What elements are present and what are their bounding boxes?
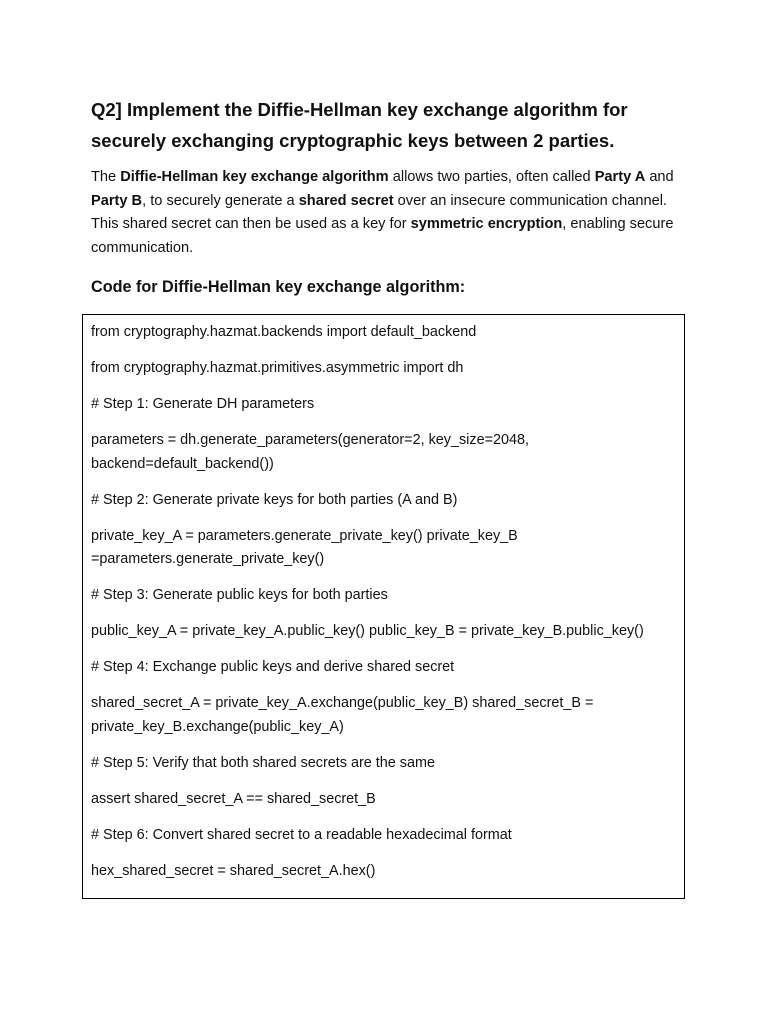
intro-bold-term: Party B xyxy=(91,192,143,209)
code-box xyxy=(82,314,685,899)
code-heading: Code for Diffie-Hellman key exchange algorithm: xyxy=(91,278,466,296)
intro-bold-term: Diffie-Hellman key exchange algorithm xyxy=(120,169,389,185)
code-comment-line: # Step 1: Generate DH parameters xyxy=(91,396,315,412)
code-line: hex_shared_secret = shared_secret_A.hex() xyxy=(91,862,376,879)
intro-text: and xyxy=(645,169,674,185)
code-line: from cryptography.hazmat.primitives.asymmetric import dh xyxy=(91,360,464,376)
intro-paragraph xyxy=(91,166,691,260)
intro-text: allows two parties, often called xyxy=(388,169,595,185)
code-comment-line: # Step 2: Generate private keys for both parties (A and B) xyxy=(91,491,458,508)
code-line: private_key_A = parameters.generate_private_key() private_key_B =parameters.generate_private_key() xyxy=(91,527,518,567)
intro-text: over an insecure communication channel. This shared secret can then be used as a key for xyxy=(91,192,667,232)
code-comment-line: # Step 5: Verify that both shared secrets are the same xyxy=(91,754,435,771)
code-line: parameters = dh.generate_parameters(generator=2, key_size=2048, backend=default_backend()) xyxy=(91,432,529,472)
intro-text: , to securely generate a xyxy=(142,192,299,209)
intro-text: The xyxy=(91,169,121,185)
code-comment-line: # Step 3: Generate public keys for both parties xyxy=(91,587,388,603)
code-line: shared_secret_A = private_key_A.exchange(public_key_B) shared_secret_B = private_key_B.exchange(public_key_A) xyxy=(91,695,594,735)
code-line: assert shared_secret_A == shared_secret_B xyxy=(91,790,376,807)
intro-bold-term: shared secret xyxy=(298,192,394,209)
intro-text: , enabling secure communication. xyxy=(91,216,674,256)
code-comment-line: # Step 4: Exchange public keys and derive shared secret xyxy=(91,659,455,675)
code-comment-line: # Step 6: Convert shared secret to a readable hexadecimal format xyxy=(91,826,512,843)
intro-bold-term: symmetric encryption xyxy=(410,216,563,232)
intro-bold-term: Party A xyxy=(594,169,646,185)
question-heading: Q2] Implement the Diffie-Hellman key exchange algorithm for securely exchanging cryptographic keys between 2 parties. xyxy=(91,99,628,151)
code-line: public_key_A = private_key_A.public_key() public_key_B = private_key_B.public_key() xyxy=(91,623,644,639)
code-line: from cryptography.hazmat.backends import default_backend xyxy=(91,324,477,340)
